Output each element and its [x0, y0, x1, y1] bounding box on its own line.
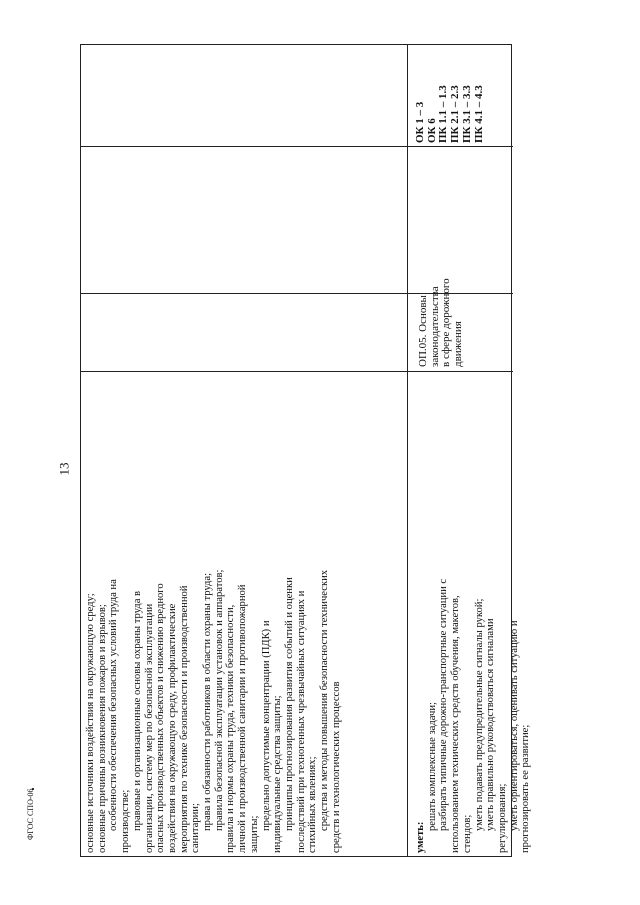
text-line: законодательства [428, 286, 441, 367]
page-number: 13 [56, 462, 72, 476]
text-line: уметь подавать предупредительные сигналы рукой; [473, 598, 485, 831]
text-line: ПК 3.1 – 3.3 [460, 85, 473, 143]
column-divider [81, 146, 513, 147]
text-line: воздействия на окружающую среду, профилактические [166, 603, 178, 853]
text-line: ПК 1.1 – 1.3 [437, 85, 450, 143]
text-line: последствий при техногенных чрезвычайных ситуациях и [295, 590, 307, 853]
text-line: решать комплексные задачи; [426, 702, 438, 831]
text-line: личной и производственной санитарии и противопожарной [237, 584, 249, 853]
text-line: основные источники воздействия на окружающую среду; [85, 593, 96, 853]
text-line: производстве; [120, 789, 132, 853]
competence-cell [415, 51, 505, 143]
competency-table [80, 44, 532, 857]
discipline-cell [418, 227, 478, 367]
text-line: в сфере дорожного [440, 278, 453, 367]
text-line: использованием технических средств обучения, макетов, [450, 595, 462, 853]
text-line: мероприятия по технике безопасности и производственной [178, 585, 190, 853]
text-line: уметь ориентироваться, оценивать ситуацию и [508, 620, 520, 831]
text-line: правовые и организационные основы охраны труда в [131, 590, 143, 831]
text-line: принципы прогнозирования развития событий и оценки [283, 577, 295, 831]
text-line: организации, систему мер по безопасной эксплуатации [143, 603, 155, 853]
text-line: индивидуальные средства защиты; [272, 695, 284, 853]
row-divider [407, 45, 408, 856]
text-line: уметь правильно руководствоваться сигналами [485, 618, 497, 831]
text-line: основные причины возникновения пожаров и взрывов; [96, 604, 108, 853]
text-line: опасных производственных объектов и снижению вредного [155, 583, 167, 853]
footer-code: ФГОС СПО-06 [26, 788, 35, 840]
text-line: особенности обеспечения безопасных условий труда на [108, 579, 120, 831]
text-line: стендов; [461, 814, 473, 853]
text-line: стихийных явлениях; [307, 756, 319, 853]
text-line: ОК 1 – 3 [414, 101, 426, 143]
text-line: защиты; [248, 815, 260, 853]
text-line: ОП.05. Основы [417, 295, 429, 367]
text-line: прогнозировать ее развитие; [520, 724, 532, 853]
text-line: разбирать типичные дорожно-транспортные ситуации с [438, 578, 450, 831]
column-divider [81, 371, 513, 372]
text-line: правила и нормы охраны труда, техники безопасности, [225, 604, 237, 853]
skills-cell [415, 383, 532, 853]
skills-header: уметь: [415, 821, 426, 853]
knowledge-cell [85, 383, 405, 853]
text-line: ПК 2.1 – 2.3 [449, 85, 462, 143]
text-line: регулирования; [496, 783, 508, 853]
text-line: правила безопасной эксплуатации установок и аппаратов; [213, 569, 225, 831]
text-line: санитарии; [190, 803, 202, 853]
text-line: права и обязанности работников в области охраны труда; [202, 572, 214, 831]
text-line: ПК 4.1 – 4.3 [472, 85, 485, 143]
text-line: средства и методы повышения безопасности технических [319, 569, 331, 831]
text-line: средств и технологических процессов [330, 681, 342, 853]
text-line: предельно допустимые концентрации (ПДК) и [260, 620, 272, 831]
text-line: ОК 6 [425, 118, 438, 143]
text-line: движения [452, 321, 465, 367]
